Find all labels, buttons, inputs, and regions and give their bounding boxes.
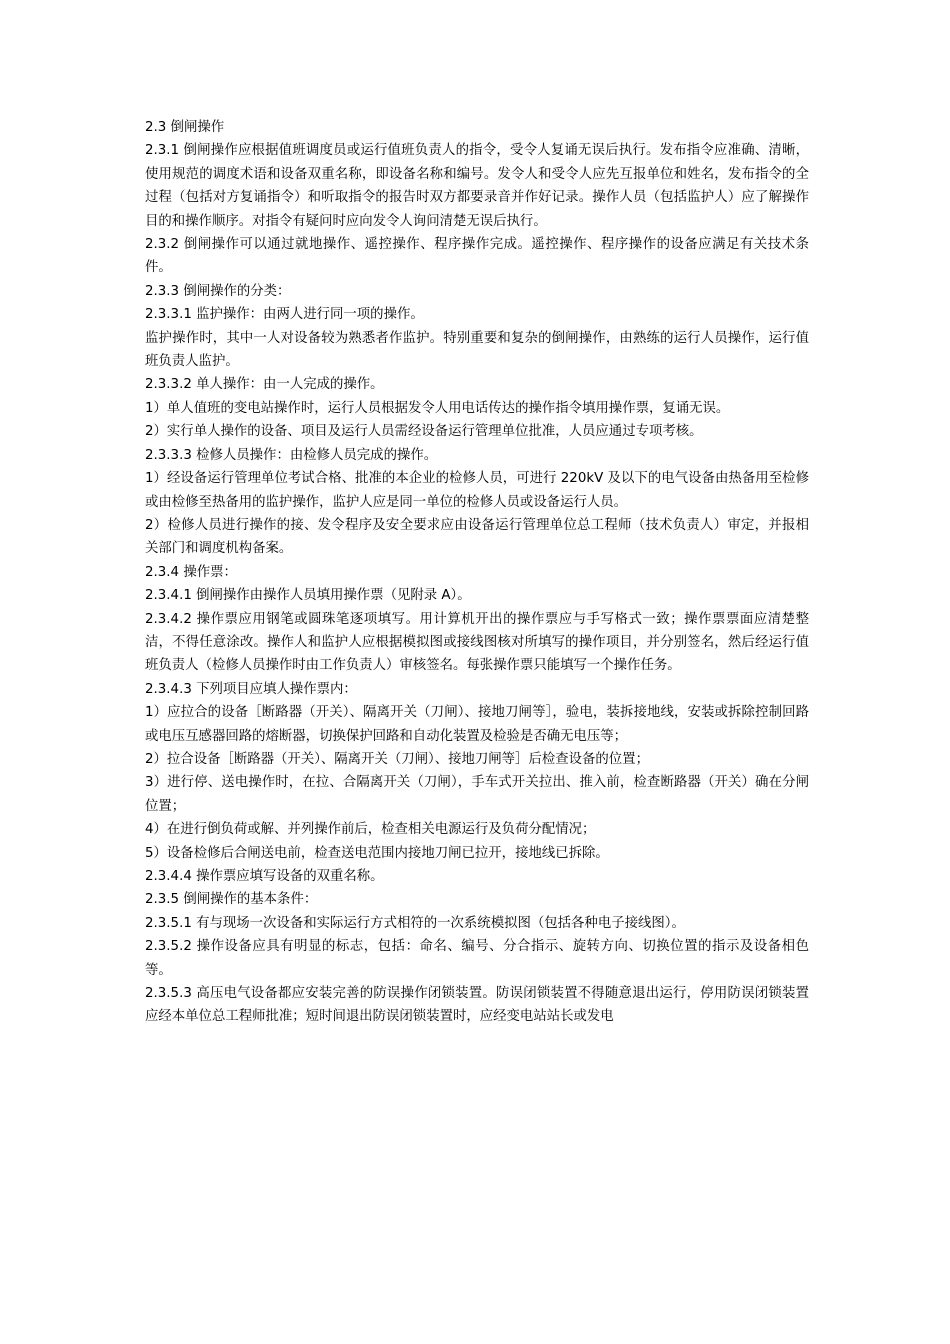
list-item-single-2: 2）实行单人操作的设备、项目及运行人员需经设备运行管理单位批准，人员应通过专项考核。 [145,424,703,440]
paragraph-2-3-4-1: 2.3.4.1 倒闸操作由操作人员填用操作票（见附录 A）。 [145,588,471,604]
paragraph-2-3-5-3: 2.3.5.3 高压电气设备都应安装完善的防误操作闭锁装置。防误闭锁装置不得随意退出运行，停用防误闭锁装置应经本单位总工程师批准；短时间退出防误闭锁装置时，应经变电站站长或发电 [145,986,809,1025]
heading-2-3-3-1: 2.3.3.1 监护操作：由两人进行同一项的操作。 [145,307,424,323]
heading-2-3-3-3: 2.3.3.3 检修人员操作：由检修人员完成的操作。 [145,447,438,463]
heading-2-3: 2.3 倒闸操作 [145,120,225,135]
heading-2-3-4-3: 2.3.4.3 下列项目应填人操作票内： [145,681,357,697]
paragraph-2-3-5-1: 2.3.5.1 有与现场一次设备和实际运行方式相符的一次系统模拟图（包括各种电子接线图）。 [145,915,685,931]
heading-2-3-4: 2.3.4 操作票： [145,564,237,580]
list-item-maintenance-2: 2）检修人员进行操作的接、发令程序及安全要求应由设备运行管理单位总工程师（技术负责人）审定，并报相关部门和调度机构备案。 [145,517,809,557]
list-item-ticket-5: 5）设备检修后合闸送电前，检查送电范围内接地刀闸已拉开，接地线已拆除。 [145,845,609,861]
heading-2-3-3-2: 2.3.3.2 单人操作：由一人完成的操作。 [145,377,384,393]
list-item-ticket-4: 4）在进行倒负荷或解、并列操作前后，检查相关电源运行及负荷分配情况； [145,822,596,838]
paragraph-2-3-4-4: 2.3.4.4 操作票应填写设备的双重名称。 [145,869,384,884]
list-item-ticket-3: 3）进行停、送电操作时，在拉、合隔离开关（刀闸），手车式开关拉出、推入前，检查断路器（开关）确在分闸位置； [145,775,809,814]
document-body [145,116,809,1029]
list-item-ticket-1: 1）应拉合的设备［断路器（开关）、隔离开关（刀闸）、接地刀闸等］，验电，装拆接地线，安装或拆除控制回路或电压互感器回路的熔断器，切换保护回路和自动化装置及检验是否确无电压等； [145,705,809,744]
paragraph-2-3-4-2: 2.3.4.2 操作票应用钢笔或圆珠笔逐项填写。用计算机开出的操作票应与手写格式一致；操作票票面应清楚整洁，不得任意涂改。操作人和监护人应根据模拟图或接线图核对所填写的操作项目，并分别签名，然后经运行值班负责人（检修人员操作时由工作负责人）审核签名。每张操作票只能填写一个操作任务。 [145,611,809,674]
paragraph-2-3-5-2: 2.3.5.2 操作设备应具有明显的标志，包括：命名、编号、分合指示、旋转方向、切换位置的指示及设备相色等。 [145,939,809,978]
paragraph-2-3-1: 2.3.1 倒闸操作应根据值班调度员或运行值班负责人的指令，受令人复诵无误后执行。发布指令应准确、清晰，使用规范的调度术语和设备双重名称，即设备名称和编号。发令人和受令人应先互报单位和姓名，发布指令的全过程（包括对方复诵指令）和听取指令的报告时双方都要录音并作好记录。操作人员（包括监护人）应了解操作目的和操作顺序。对指令有疑问时应向发令人询问清楚无误后执行。 [145,143,809,229]
heading-2-3-3: 2.3.3 倒闸操作的分类： [145,283,291,299]
list-item-single-1: 1）单人值班的变电站操作时，运行人员根据发令人用电话传达的操作指令填用操作票，复诵无误。 [145,400,730,416]
heading-2-3-5: 2.3.5 倒闸操作的基本条件： [145,892,318,908]
paragraph-supervised-operation: 监护操作时，其中一人对设备较为熟悉者作监护。特别重要和复杂的倒闸操作，由熟练的运行人员操作，运行值班负责人监护。 [145,330,809,370]
list-item-ticket-2: 2）拉合设备［断路器（开关）、隔离开关（刀闸）、接地刀闸等］后检查设备的位置； [145,751,649,767]
list-item-maintenance-1: 1）经设备运行管理单位考试合格、批准的本企业的检修人员，可进行 220kV 及以下的电气设备由热备用至检修或由检修至热备用的监护操作，监护人应是同一单位的检修人员或设备运行人员。 [145,471,809,510]
paragraph-2-3-2: 2.3.2 倒闸操作可以通过就地操作、遥控操作、程序操作完成。遥控操作、程序操作的设备应满足有关技术条件。 [145,237,809,276]
